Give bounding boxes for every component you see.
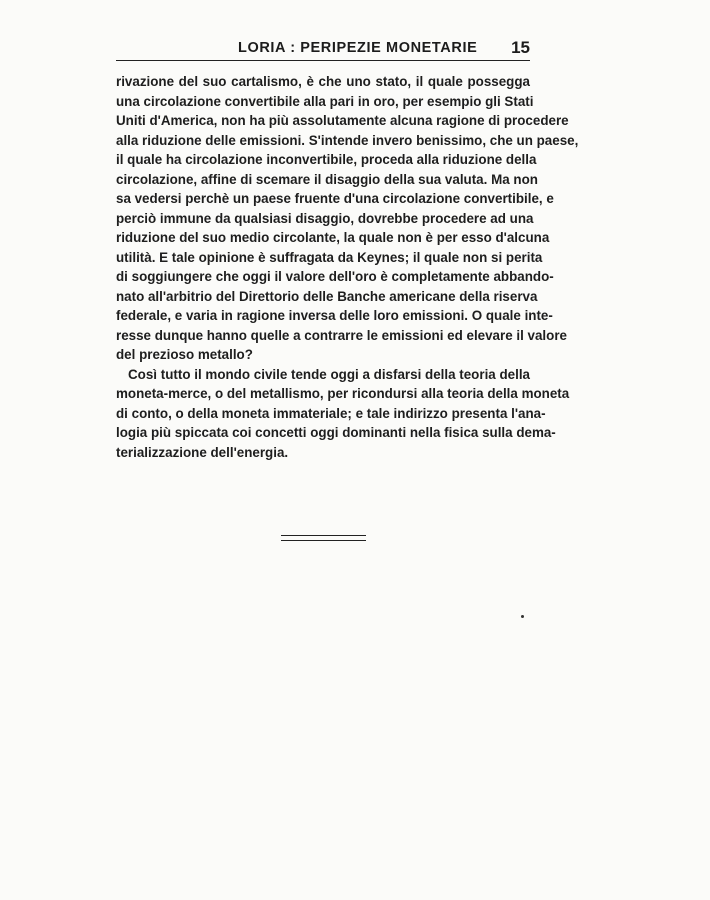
text-line: Uniti d'America, non ha più assolutamente alcuna ragione di procedere: [116, 113, 569, 128]
text-line: di conto, o della moneta immateriale; e tale indirizzo presenta l'ana-: [116, 405, 546, 421]
text-line: sa vedersi perchè un paese fruente d'una circolazione convertibile, e: [116, 191, 554, 206]
text-line: nato all'arbitrio del Direttorio delle Banche americane della riserva: [116, 288, 538, 304]
paragraph-1: [116, 72, 579, 365]
ink-speck: [521, 615, 524, 618]
text-line: alla riduzione delle emissioni. S'intende invero benissimo, che un paese,: [116, 132, 579, 148]
text-line: utilità. E tale opinione è suffragata da Keynes; il quale non si perita: [116, 249, 543, 265]
end-rule: [281, 540, 366, 541]
text-line: resse dunque hanno quelle a contrarre le emissioni ed elevare il valore: [116, 327, 567, 343]
text-line: federale, e varia in ragione inversa delle loro emissioni. O quale inte-: [116, 308, 553, 323]
text-line: del prezioso metallo?: [116, 347, 253, 362]
text-line: il quale ha circolazione inconvertibile, proceda alla riduzione della: [116, 152, 537, 167]
text-line: circolazione, affine di scemare il disaggio della sua valuta. Ma non: [116, 171, 538, 187]
body-text: [116, 72, 579, 462]
text-line: moneta-merce, o del metallismo, per ricondursi alla teoria della moneta: [116, 386, 570, 401]
text-line: logia più spiccata coi concetti oggi dominanti nella fisica sulla dema-: [116, 425, 556, 440]
text-line: una circolazione convertibile alla pari in oro, per esempio gli Stati: [116, 93, 534, 109]
running-header: [116, 38, 530, 60]
paragraph-2: [116, 365, 570, 463]
header-rule: [116, 60, 530, 61]
text-line: rivazione del suo cartalismo, è che uno stato, il quale possegga: [116, 74, 530, 89]
text-line: terializzazione dell'energia.: [116, 444, 289, 460]
running-title: LORIA : PERIPEZIE MONETARIE: [238, 40, 478, 56]
end-rule: [281, 535, 366, 536]
text-line: riduzione del suo medio circolante, la quale non è per esso d'alcuna: [116, 230, 550, 245]
text-line: perciò immune da qualsiasi disaggio, dovrebbe procedere ad una: [116, 210, 534, 226]
page-number: 15: [511, 38, 530, 57]
text-line: Così tutto il mondo civile tende oggi a disfarsi della teoria della: [128, 366, 530, 382]
text-line: di soggiungere che oggi il valore dell'oro è completamente abbando-: [116, 269, 554, 284]
